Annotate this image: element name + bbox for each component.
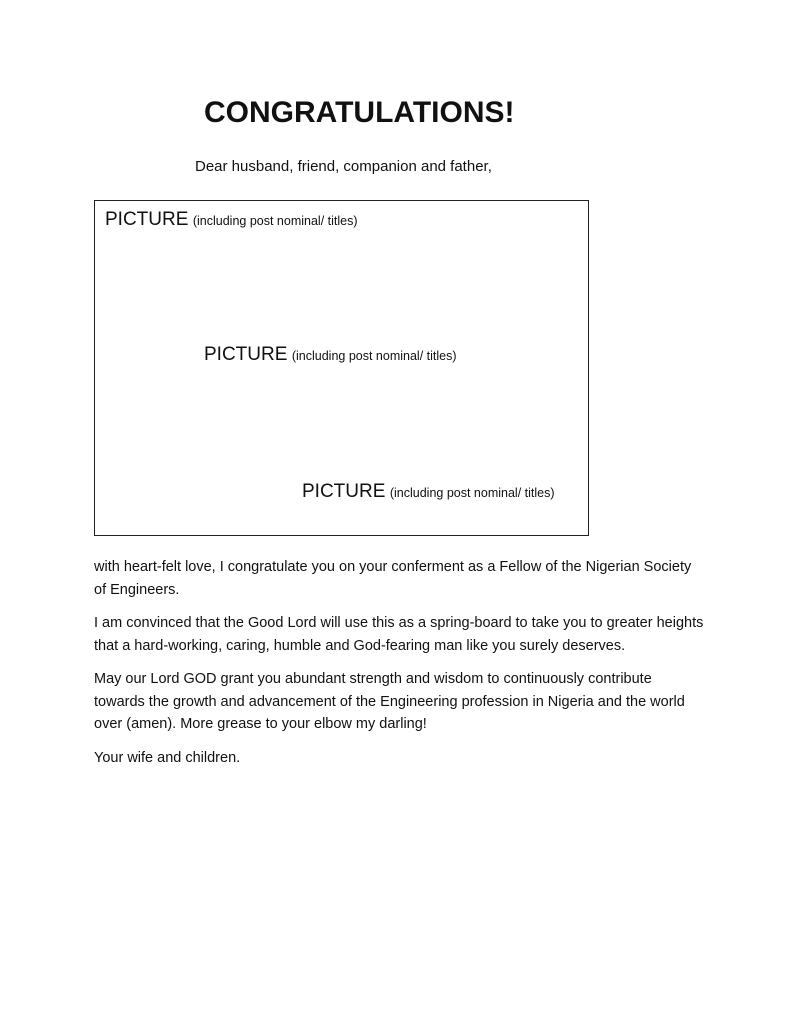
paragraph-congratulation: with heart-felt love, I congratulate you on your conferment as a Fellow of the Nigerian Society of Engineers.	[94, 559, 692, 598]
salutation: Dear husband, friend, companion and father,	[195, 158, 492, 175]
picture-placeholder-box	[94, 200, 589, 536]
signature-line: Your wife and children.	[94, 749, 241, 766]
picture-placeholder-2	[204, 344, 457, 366]
page-title: CONGRATULATIONS!	[204, 96, 515, 129]
picture-label: PICTURE	[204, 344, 288, 365]
picture-placeholder-1	[105, 209, 358, 231]
picture-placeholder-3	[302, 481, 555, 503]
picture-label: PICTURE	[302, 481, 386, 502]
picture-label: PICTURE	[105, 209, 189, 230]
paragraph-blessing: May our Lord GOD grant you abundant strength and wisdom to continuously contribute towards the growth and advancement of the Engineering profession in Nigeria and the world over (amen). More grease to your elbow my darling!	[94, 671, 685, 732]
paragraph-conviction: I am convinced that the Good Lord will use this as a spring-board to take you to greater heights that a hard-working, caring, humble and God-fearing man like you surely deserves.	[94, 615, 704, 654]
letter-body	[94, 556, 704, 780]
picture-note: (including post nominal/ titles)	[389, 486, 555, 500]
picture-note: (including post nominal/ titles)	[192, 214, 358, 228]
picture-note: (including post nominal/ titles)	[291, 349, 457, 363]
